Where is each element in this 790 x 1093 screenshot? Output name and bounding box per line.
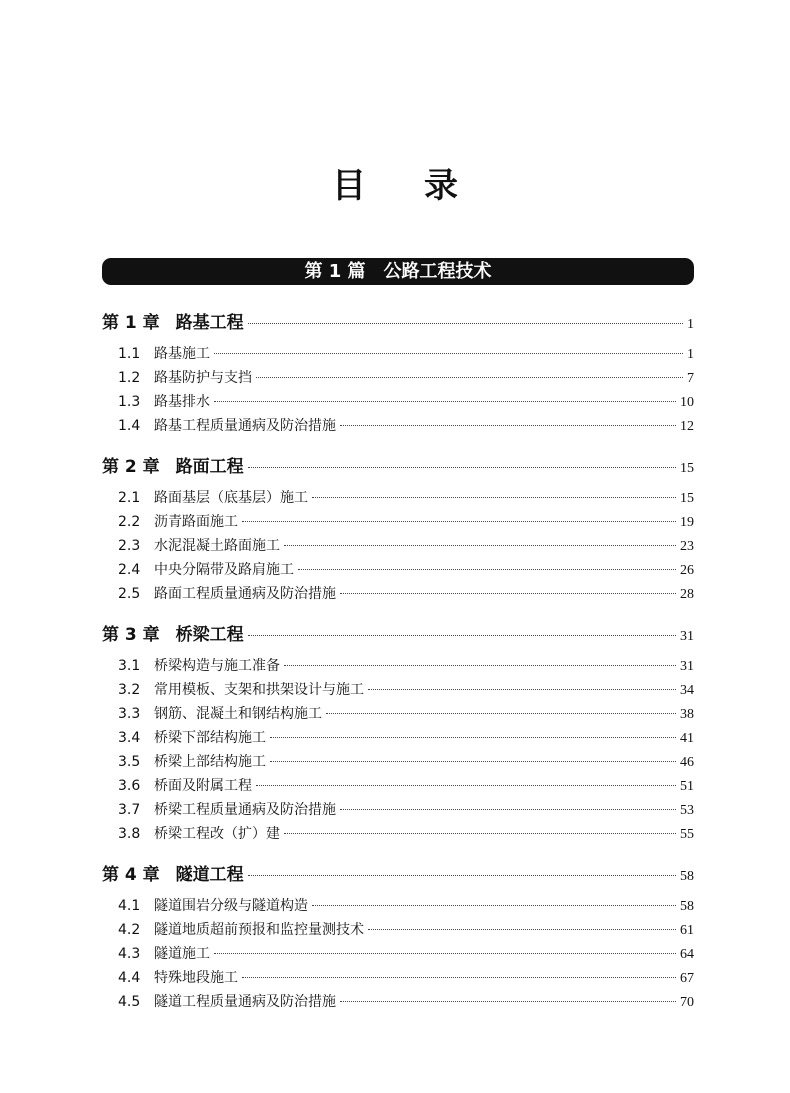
page-number: 53 xyxy=(680,803,694,818)
chapter-title: 隧道工程 xyxy=(175,865,244,885)
page-number: 70 xyxy=(680,995,694,1010)
section-number: 4.3 xyxy=(118,946,141,962)
section-title: 路基防护与支挡 xyxy=(154,370,252,386)
section-number: 4.1 xyxy=(118,898,141,914)
section-title: 隧道围岩分级与隧道构造 xyxy=(154,898,308,914)
toc-section-entry[interactable] xyxy=(102,511,694,531)
section-label xyxy=(102,703,322,723)
section-number: 2.1 xyxy=(118,490,141,506)
section-label xyxy=(102,919,364,939)
section-label xyxy=(102,343,210,363)
section-title: 路基排水 xyxy=(154,394,210,410)
page-number: 26 xyxy=(680,563,694,578)
dot-leader xyxy=(340,593,676,594)
section-number: 2.4 xyxy=(118,562,141,578)
page-number: 58 xyxy=(680,899,694,914)
dot-leader xyxy=(326,713,676,714)
chapter-label xyxy=(102,620,244,645)
page-number: 23 xyxy=(680,539,694,554)
dot-leader xyxy=(242,521,676,522)
section-title: 特殊地段施工 xyxy=(154,970,238,986)
dot-leader xyxy=(284,665,676,666)
dot-leader xyxy=(312,497,676,498)
section-title: 桥梁构造与施工准备 xyxy=(154,658,280,674)
dot-leader xyxy=(340,1001,676,1002)
section-number: 2.2 xyxy=(118,514,141,530)
section-title: 隧道地质超前预报和监控量测技术 xyxy=(154,922,364,938)
dot-leader xyxy=(270,737,676,738)
page-number: 12 xyxy=(680,419,694,434)
toc-section-entry[interactable] xyxy=(102,391,694,411)
toc-section-entry[interactable] xyxy=(102,703,694,723)
dot-leader xyxy=(248,467,676,468)
page-number: 61 xyxy=(680,923,694,938)
section-title: 常用模板、支架和拱架设计与施工 xyxy=(154,682,364,698)
page-number: 67 xyxy=(680,971,694,986)
section-label xyxy=(102,823,280,843)
chapter-title: 路面工程 xyxy=(175,457,244,477)
section-label xyxy=(102,991,336,1011)
section-number: 3.7 xyxy=(118,802,141,818)
page-number: 58 xyxy=(680,869,694,884)
section-number: 3.6 xyxy=(118,778,141,794)
section-title: 路基施工 xyxy=(154,346,210,362)
toc-section-entry[interactable] xyxy=(102,679,694,699)
page-number: 15 xyxy=(680,491,694,506)
chapter-label xyxy=(102,860,244,885)
page-number: 38 xyxy=(680,707,694,722)
section-title: 钢筋、混凝土和钢结构施工 xyxy=(154,706,322,722)
section-label xyxy=(102,415,336,435)
section-label xyxy=(102,751,266,771)
section-title: 水泥混凝土路面施工 xyxy=(154,538,280,554)
toc-section-entry[interactable] xyxy=(102,415,694,435)
toc-section-entry[interactable] xyxy=(102,343,694,363)
section-number: 1.3 xyxy=(118,394,141,410)
section-title: 路基工程质量通病及防治措施 xyxy=(154,418,336,434)
chapter-number: 第 4 章 xyxy=(102,865,160,885)
toc-section-entry[interactable] xyxy=(102,919,694,939)
section-number: 4.4 xyxy=(118,970,141,986)
chapter-label xyxy=(102,308,244,333)
dot-leader xyxy=(214,353,683,354)
section-title: 隧道工程质量通病及防治措施 xyxy=(154,994,336,1010)
page-number: 7 xyxy=(687,371,694,386)
toc-section-entry[interactable] xyxy=(102,583,694,603)
section-label xyxy=(102,679,364,699)
toc-chapter-entry[interactable] xyxy=(102,620,694,645)
chapter-title: 桥梁工程 xyxy=(175,625,244,645)
section-label xyxy=(102,895,308,915)
section-number: 3.5 xyxy=(118,754,141,770)
dot-leader xyxy=(248,323,683,324)
toc-section-entry[interactable] xyxy=(102,991,694,1011)
section-number: 1.2 xyxy=(118,370,141,386)
toc-section-entry[interactable] xyxy=(102,727,694,747)
page-number: 64 xyxy=(680,947,694,962)
dot-leader xyxy=(214,401,676,402)
toc-section-entry[interactable] xyxy=(102,799,694,819)
section-label xyxy=(102,535,280,555)
page-title xyxy=(0,158,790,207)
page-number: 41 xyxy=(680,731,694,746)
section-label xyxy=(102,775,252,795)
section-label xyxy=(102,487,308,507)
page-number: 15 xyxy=(680,461,694,476)
dot-leader xyxy=(284,833,676,834)
page-number: 51 xyxy=(680,779,694,794)
section-label xyxy=(102,943,210,963)
section-number: 3.4 xyxy=(118,730,141,746)
page-number: 31 xyxy=(680,629,694,644)
page-number: 1 xyxy=(687,317,694,332)
chapter-title: 路基工程 xyxy=(175,313,244,333)
page-number: 28 xyxy=(680,587,694,602)
part-header: 第 1 篇 公路工程技术 xyxy=(102,258,694,285)
dot-leader xyxy=(368,929,676,930)
dot-leader xyxy=(242,977,676,978)
section-title: 桥梁工程质量通病及防治措施 xyxy=(154,802,336,818)
page-number: 55 xyxy=(680,827,694,842)
toc-section-entry[interactable] xyxy=(102,367,694,387)
section-number: 3.8 xyxy=(118,826,141,842)
dot-leader xyxy=(312,905,676,906)
section-number: 2.5 xyxy=(118,586,141,602)
chapter-number: 第 1 章 xyxy=(102,313,160,333)
section-title: 桥梁下部结构施工 xyxy=(154,730,266,746)
section-number: 1.1 xyxy=(118,346,141,362)
toc-section-entry[interactable] xyxy=(102,775,694,795)
section-label xyxy=(102,367,252,387)
section-number: 2.3 xyxy=(118,538,141,554)
chapter-label xyxy=(102,452,244,477)
section-label xyxy=(102,967,238,987)
section-label xyxy=(102,727,266,747)
section-number: 3.1 xyxy=(118,658,141,674)
dot-leader xyxy=(256,377,683,378)
section-title: 沥青路面施工 xyxy=(154,514,238,530)
toc-section-entry[interactable] xyxy=(102,823,694,843)
title-char: 录 xyxy=(424,166,458,206)
toc-chapter-entry[interactable] xyxy=(102,860,694,885)
dot-leader xyxy=(368,689,676,690)
section-title: 隧道施工 xyxy=(154,946,210,962)
toc-section-entry[interactable] xyxy=(102,751,694,771)
dot-leader xyxy=(340,425,676,426)
section-label xyxy=(102,655,280,675)
chapter-number: 第 2 章 xyxy=(102,457,160,477)
dot-leader xyxy=(298,569,676,570)
section-title: 桥梁上部结构施工 xyxy=(154,754,266,770)
section-title: 路面基层（底基层）施工 xyxy=(154,490,308,506)
section-number: 3.2 xyxy=(118,682,141,698)
dot-leader xyxy=(256,785,676,786)
toc-chapter-entry[interactable] xyxy=(102,452,694,477)
toc-section-entry[interactable] xyxy=(102,655,694,675)
dot-leader xyxy=(214,953,676,954)
toc-section-entry[interactable] xyxy=(102,967,694,987)
toc-section-entry[interactable] xyxy=(102,559,694,579)
dot-leader xyxy=(340,809,676,810)
page-number: 46 xyxy=(680,755,694,770)
toc-section-entry[interactable] xyxy=(102,487,694,507)
section-title: 路面工程质量通病及防治措施 xyxy=(154,586,336,602)
section-label xyxy=(102,559,294,579)
toc-section-entry[interactable] xyxy=(102,535,694,555)
section-title: 桥面及附属工程 xyxy=(154,778,252,794)
section-number: 3.3 xyxy=(118,706,141,722)
section-number: 4.5 xyxy=(118,994,141,1010)
section-number: 4.2 xyxy=(118,922,141,938)
toc-section-entry[interactable] xyxy=(102,943,694,963)
section-title: 桥梁工程改（扩）建 xyxy=(154,826,280,842)
section-label xyxy=(102,391,210,411)
title-char: 目 xyxy=(332,166,366,206)
page-number: 31 xyxy=(680,659,694,674)
section-number: 1.4 xyxy=(118,418,141,434)
section-label xyxy=(102,583,336,603)
section-title: 中央分隔带及路肩施工 xyxy=(154,562,294,578)
section-label xyxy=(102,799,336,819)
toc-chapter-entry[interactable] xyxy=(102,308,694,333)
dot-leader xyxy=(270,761,676,762)
toc-section-entry[interactable] xyxy=(102,895,694,915)
page-number: 10 xyxy=(680,395,694,410)
dot-leader xyxy=(248,635,676,636)
dot-leader xyxy=(284,545,676,546)
chapter-number: 第 3 章 xyxy=(102,625,160,645)
page-number: 34 xyxy=(680,683,694,698)
dot-leader xyxy=(248,875,676,876)
page-number: 1 xyxy=(687,347,694,362)
page-number: 19 xyxy=(680,515,694,530)
section-label xyxy=(102,511,238,531)
